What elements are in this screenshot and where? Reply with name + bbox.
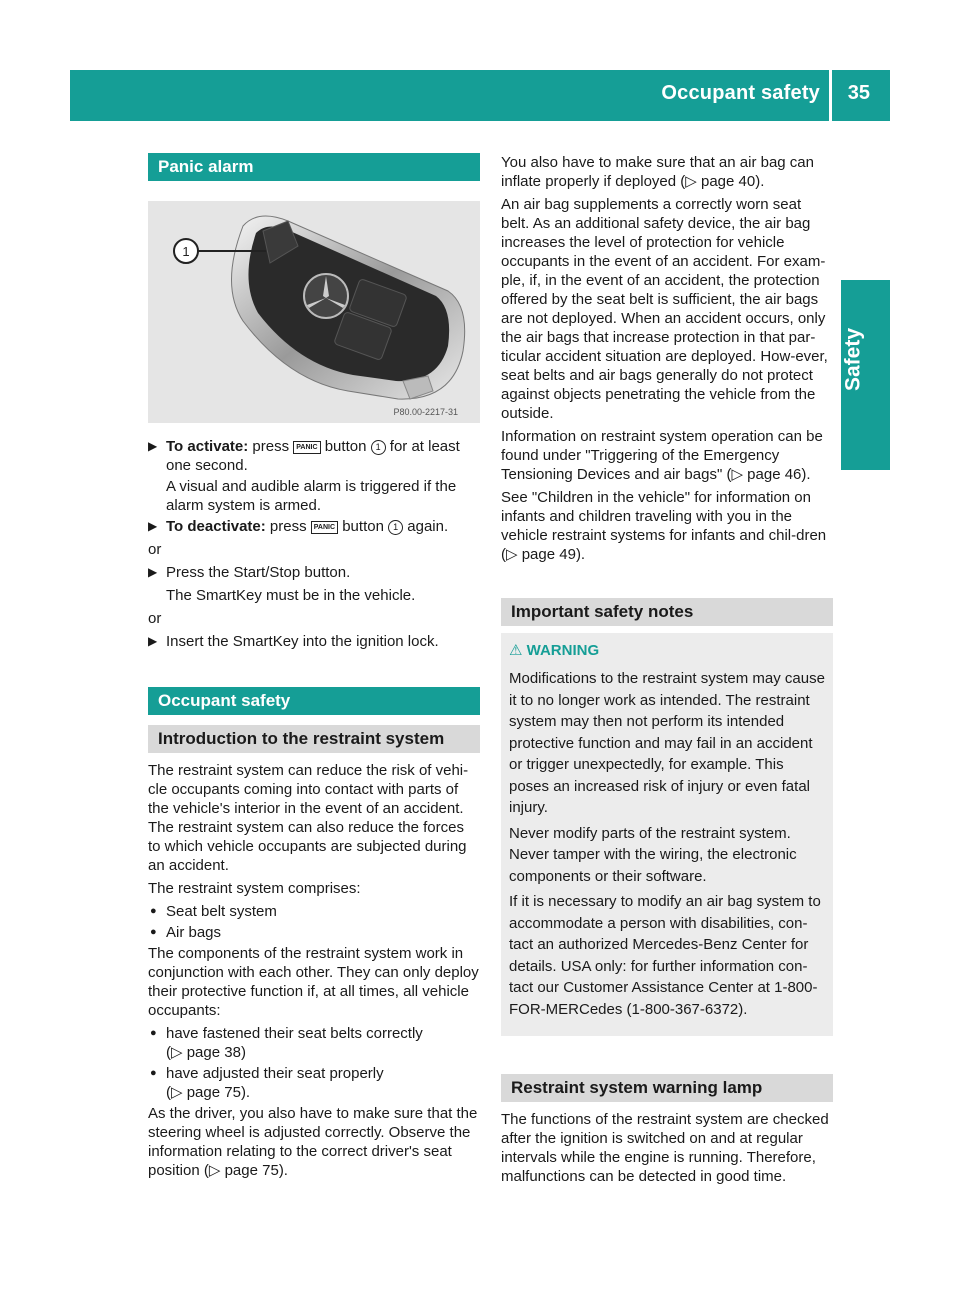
- page-ref-arrow-icon: ▷: [685, 173, 697, 190]
- activate-step: ▶ To activate: press PANIC button 1 for at least one second.: [148, 438, 460, 474]
- page-header: [70, 70, 890, 121]
- page-ref-arrow-icon: ▷: [171, 1044, 183, 1061]
- panic-button-icon: PANIC: [293, 441, 320, 454]
- comprises-text: The restraint system comprises:: [148, 880, 361, 897]
- smartkey-image: [148, 201, 480, 423]
- callout-one-icon: 1: [371, 440, 386, 455]
- arrow-right-icon: ▶: [148, 519, 158, 533]
- smartkey-note: The SmartKey must be in the vehicle.: [166, 587, 416, 604]
- header-title: Occupant safety: [661, 82, 820, 104]
- activate-note: A visual and audible alarm is triggered if the alarm system is armed.: [166, 478, 457, 514]
- list-item: ● have adjusted their seat properly (▷ page 75).: [150, 1065, 384, 1101]
- arrow-right-icon: ▶: [148, 439, 158, 453]
- list-item: ● Seat belt system: [150, 903, 277, 920]
- or-text: or: [148, 541, 162, 558]
- warning-lamp-heading: Restraint system warning lamp: [501, 1074, 833, 1102]
- list-item: ● have fastened their seat belts correctly (▷ page 38): [150, 1025, 423, 1061]
- warning-paragraph: Modifications to the restraint system may cause it to no longer work as intended. The restraint system may then not perform its intended protective function and may fail in an accident or trigger unexpectedly, for example. This poses an increased risk of injury or even fatal injury.: [509, 670, 825, 816]
- header-separator: [829, 70, 832, 121]
- page-ref-arrow-icon: ▷: [731, 466, 743, 483]
- bullet-icon: ●: [150, 905, 157, 917]
- page-ref-arrow-icon: ▷: [506, 546, 518, 563]
- deactivate-step: ▶ To deactivate: press PANIC button 1 again.: [148, 518, 449, 535]
- arrow-right-icon: ▶: [148, 634, 158, 648]
- driver-paragraph: As the driver, you also have to make sure that the steering wheel is adjusted correctly. Observe the information relating to the correct driver's seat position (▷ page 75).: [148, 1105, 478, 1179]
- page-number: 35: [847, 82, 870, 104]
- insert-step: ▶ Insert the SmartKey into the ignition lock.: [148, 633, 439, 650]
- bullet-icon: ●: [150, 1027, 157, 1039]
- right-column: [501, 153, 833, 1190]
- side-tab-label: Safety: [841, 327, 865, 392]
- smartkey-illustration: [148, 201, 480, 423]
- intro-heading: Introduction to the restraint system: [148, 725, 480, 753]
- warning-paragraph: If it is necessary to modify an air bag system to accommodate a person with disabilities, con-tact an authorized Mercedes-Benz Center for details. USA only: for further information con-tact our Customer Assistance Center at 1-800-FOR-MERCedes (1-800-367-6372).: [509, 893, 821, 1018]
- panic-button-icon: PANIC: [311, 521, 338, 534]
- warning-box: [501, 633, 833, 1036]
- callout-number: 1: [182, 244, 190, 259]
- callout-one-icon: 1: [388, 520, 403, 535]
- page-ref-arrow-icon: ▷: [171, 1084, 183, 1101]
- operation-paragraph: Information on restraint system operation can be found under "Triggering of the Emergency Tensioning Devices and air bags" (▷ page 46).: [501, 428, 823, 483]
- intro-paragraph: The restraint system can reduce the risk of vehi-cle occupants coming into contact with parts of the vehicle's interior in the event of an accident. The restraint system can also reduce the forces to which vehicle occupants are subjected during an accident.: [148, 762, 469, 874]
- page-ref-arrow-icon: ▷: [208, 1162, 221, 1179]
- airbag-paragraph: You also have to make sure that an air bag can inflate properly if deployed (▷ page 40).: [501, 154, 814, 190]
- image-code: P80.00-2217-31: [393, 407, 458, 417]
- warning-triangle-icon: ⚠: [509, 642, 523, 659]
- startstop-step: ▶ Press the Start/Stop button.: [148, 564, 351, 581]
- warning-lamp-paragraph: The functions of the restraint system are checked after the ignition is switched on and at regular intervals while the engine is running. Therefore, malfunctions can be detected in good time.: [501, 1111, 829, 1185]
- bullet-icon: ●: [150, 926, 157, 938]
- supplement-paragraph: An air bag supplements a correctly worn seat belt. As an additional safety device, the air bag increases the level of protection for vehicle occupants in the event of an accident. For exam-ple, if, in the event of an accident, the protection offered by the seat belt is sufficient, the air bags are not deployed. When an accident occurs, only the air bags that increase protection in that par-ticular accident situation are deployed. How-ever, seat belts and air bags generally do not protect against objects penetrating the vehicle from the outside.: [501, 196, 828, 422]
- left-column: [148, 153, 480, 1184]
- components-paragraph: The components of the restraint system work in conjunction with each other. They can only deploy their protective function if, at all times, all vehicle occupants:: [148, 945, 479, 1019]
- warning-header: ⚠ WARNING: [509, 642, 600, 659]
- list-item: ● Air bags: [150, 924, 222, 941]
- bullet-icon: ●: [150, 1067, 157, 1079]
- panic-alarm-heading: Panic alarm: [148, 153, 480, 181]
- children-paragraph: See "Children in the vehicle" for information on infants and children traveling with you in the vehicle restraint systems for infants and chil-dren (▷ page 49).: [501, 489, 827, 563]
- or-text: or: [148, 610, 162, 627]
- arrow-right-icon: ▶: [148, 565, 158, 579]
- warning-paragraph: Never modify parts of the restraint system. Never tamper with the wiring, the electronic components or their software.: [509, 824, 797, 885]
- occupant-safety-heading: Occupant safety: [148, 687, 480, 715]
- safety-notes-heading: Important safety notes: [501, 598, 833, 626]
- section-side-tab: [841, 280, 890, 470]
